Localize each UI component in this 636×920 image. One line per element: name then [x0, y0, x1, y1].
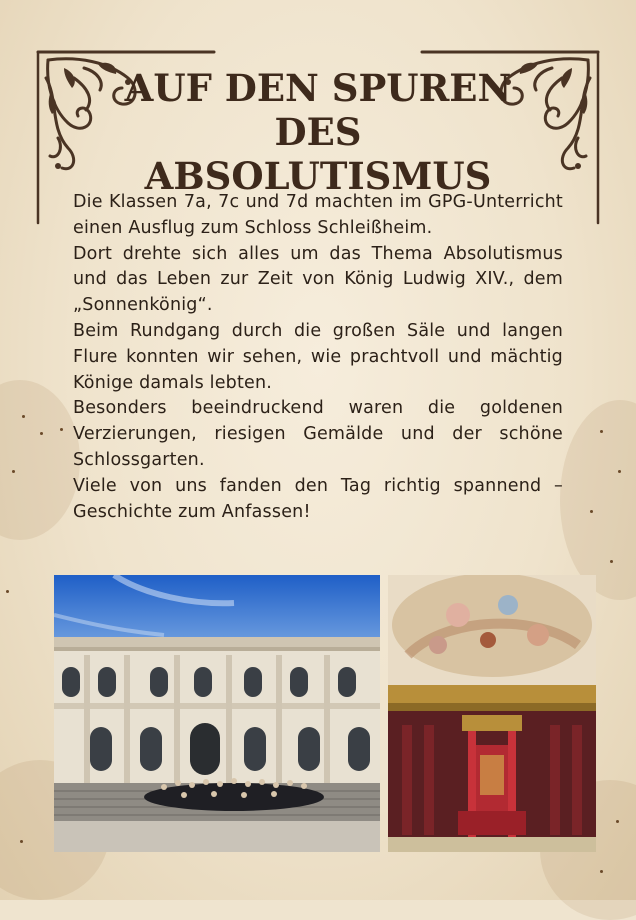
schloss-photo: [54, 575, 380, 852]
paragraph: Besonders beeindruckend waren die goldenen Verzierungen, riesigen Gemälde und der schöne Schlossgarten.: [73, 398, 563, 470]
paragraph: Viele von uns fanden den Tag richtig spannend – Geschichte zum Anfassen!: [73, 475, 563, 522]
article-body: [73, 190, 563, 525]
page-title: AUF DEN SPUREN DES ABSOLUTISMUS: [124, 66, 512, 198]
paper-stain: [0, 380, 80, 540]
paragraph: Dort drehte sich alles um das Thema Absolutismus und das Leben zur Zeit von König Ludwig XIV., dem „Sonnenkönig“.: [73, 243, 563, 316]
paragraph: Beim Rundgang durch die großen Säle und langen Flure konnten wir sehen, wie prachtvoll und mächtig Könige damals lebten.: [73, 320, 563, 393]
paragraph: Die Klassen 7a, 7c und 7d machten im GPG-Unterricht einen Ausflug zum Schloss Schleißheim.: [73, 192, 563, 238]
state-bedroom-photo: [388, 575, 596, 852]
paper-stain: [560, 400, 636, 600]
